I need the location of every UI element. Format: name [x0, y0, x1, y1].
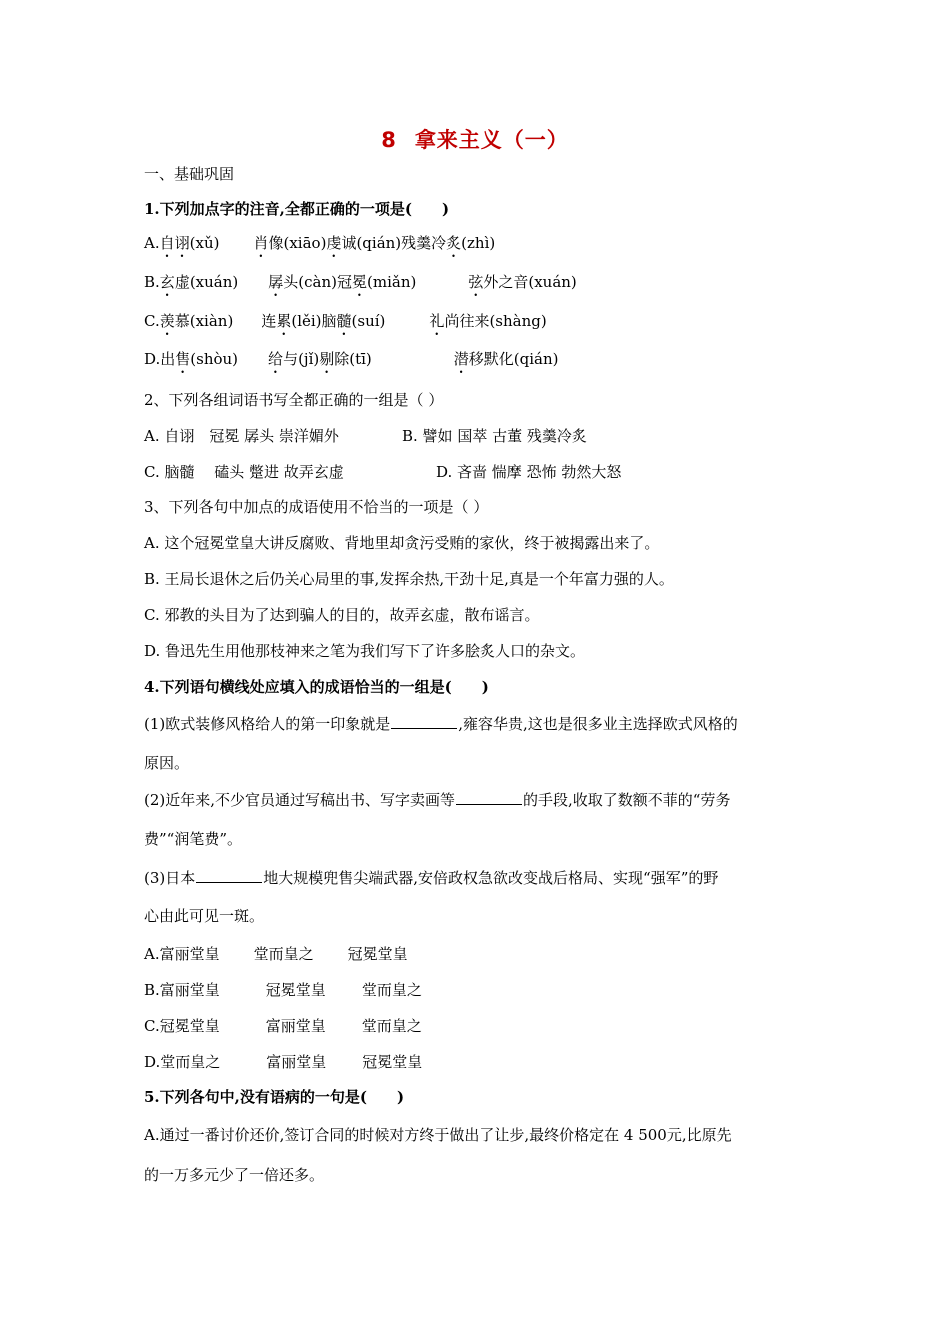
question-3-option-c: C. 邪教的头目为了达到骗人的目的，故弄玄虚，散布谣言。	[144, 606, 540, 624]
fill-blank	[196, 867, 262, 883]
question-3-stem: 3、下列各句中加点的成语使用不恰当的一项是（ ）	[144, 498, 489, 516]
question-3-option-a: A. 这个冠冕堂皇大讲反腐败、背地里却贪污受贿的家伙，终于被揭露出来了。	[144, 534, 660, 552]
question-4-option-b: B.富丽堂皇 冠冕堂皇 堂而皇之	[144, 981, 422, 999]
question-2-option-a: A. 自诩 冠冕 孱头 崇洋媚外	[144, 427, 339, 445]
question-4-sentence-3: (3)日本 地大规模兜售尖端武器,安倍政权急欲改变战后格局、实现“强军”的野	[144, 869, 719, 887]
question-2-option-b: B. 譬如 国萃 古董 残羹冷炙	[402, 427, 587, 445]
question-4-option-a: A.富丽堂皇 堂而皇之 冠冕堂皇	[144, 945, 408, 963]
lesson-number: 8	[381, 128, 397, 152]
question-1-stem: 1.下列加点字的注音,全都正确的一项是( )	[144, 200, 450, 218]
question-4-option-d: D.堂而皇之 富丽堂皇 冠冕堂皇	[144, 1053, 423, 1071]
question-1-option-d: D.出售(shòu) 给与(jǐ)剔除(tī) 潜移默化(qián)	[144, 350, 559, 368]
question-5-option-a-cont: 的一万多元少了一倍还多。	[144, 1166, 325, 1184]
question-2-option-d: D. 吝啬 惴摩 恐怖 勃然大怒	[436, 463, 622, 481]
question-2-option-c: C. 脑髓 磕头 蹩进 故弄玄虚	[144, 463, 344, 481]
section-heading: 一、基础巩固	[144, 165, 235, 183]
question-1-option-b: B.玄虚(xuán) 孱头(càn)冠冕(miǎn) 弦外之音(xuán)	[144, 273, 577, 291]
question-4-sentence-1-cont: 原因。	[144, 754, 190, 772]
question-1-option-c: C.羡慕(xiàn) 连累(lěi)脑髓(suí) 礼尚往来(shàng)	[144, 312, 547, 330]
fill-blank	[456, 789, 522, 805]
question-5-option-a: A.通过一番讨价还价,签订合同的时候对方终于做出了让步,最终价格定在 4 500元,比原先	[144, 1126, 732, 1144]
page-title	[0, 124, 950, 154]
question-4-sentence-3-cont: 心由此可见一斑。	[144, 907, 265, 925]
question-4-sentence-2: (2)近年来,不少官员通过写稿出书、写字卖画等 的手段,收取了数额不菲的“劳务	[144, 791, 731, 809]
question-4-sentence-2-cont: 费”“润笔费”。	[144, 830, 243, 848]
question-3-option-d: D. 鲁迅先生用他那枝神来之笔为我们写下了许多脍炙人口的杂文。	[144, 642, 586, 660]
question-5-stem: 5.下列各句中,没有语病的一句是( )	[144, 1088, 405, 1106]
question-4-stem: 4.下列语句横线处应填入的成语恰当的一组是( )	[144, 678, 489, 696]
question-2-stem: 2、下列各组词语书写全都正确的一组是（ ）	[144, 391, 444, 409]
question-4-sentence-1: (1)欧式装修风格给人的第一印象就是 ,雍容华贵,这也是很多业主选择欧式风格的	[144, 715, 738, 733]
question-3-option-b: B. 王局长退休之后仍关心局里的事,发挥余热,干劲十足,真是一个年富力强的人。	[144, 570, 674, 588]
lesson-title: 拿来主义（一）	[414, 128, 569, 152]
fill-blank	[391, 713, 457, 729]
question-4-option-c: C.冠冕堂皇 富丽堂皇 堂而皇之	[144, 1017, 422, 1035]
question-1-option-a: A.自诩(xǔ) 肖像(xiāo)虔诚(qián)残羹冷炙(zhì)	[144, 234, 496, 252]
